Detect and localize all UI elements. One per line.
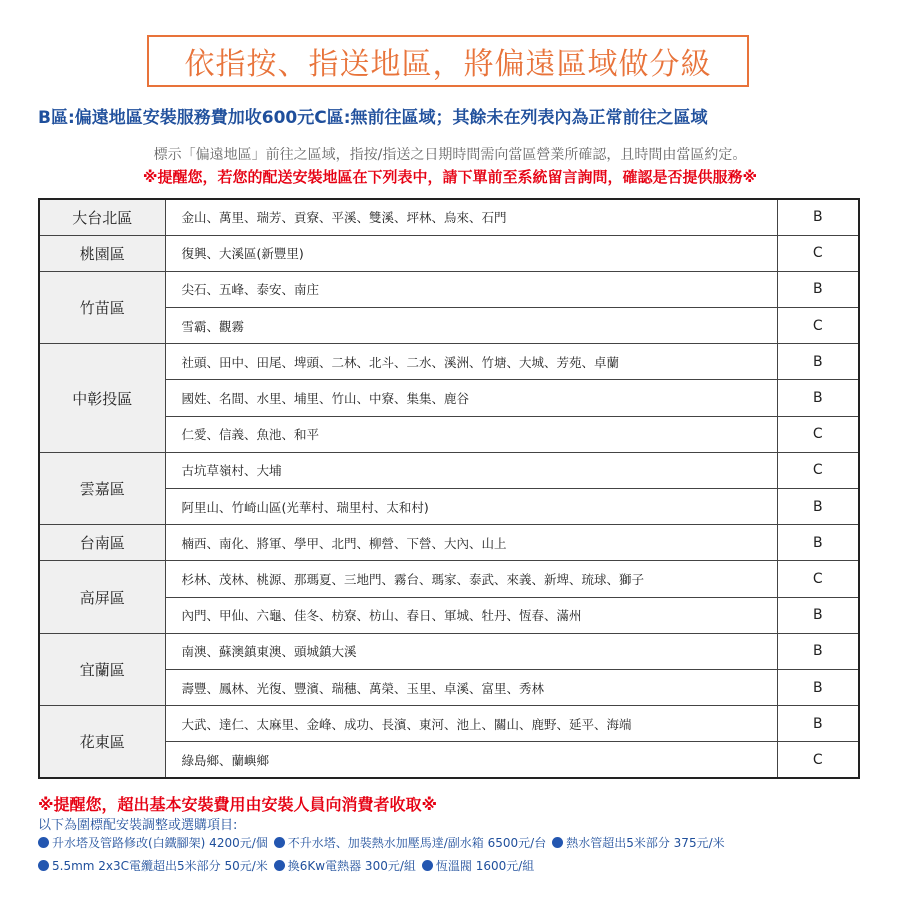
town-list: 國姓、名間、水里、埔里、竹山、中寮、集集、鹿谷 [165,380,777,416]
zone-grade: B [777,669,859,705]
zone-definition-notice: B區:偏遠地區安裝服務費加收600元C區:無前往區域；其餘未在列表內為正常前往之區域 [38,108,708,128]
optional-item [274,832,546,855]
zone-grade: C [777,452,859,488]
bullet-dot-icon [38,837,49,848]
optional-items-list [38,832,878,878]
optional-item-label: 升水塔及管路修改(白鐵腳架) 4200元/個 [52,836,268,850]
town-list: 尖石、五峰、泰安、南庄 [165,271,777,307]
zone-grade: B [777,525,859,561]
town-list: 仁愛、信義、魚池、和平 [165,416,777,452]
town-list: 阿里山、竹崎山區(光華村、瑞里村、太和村) [165,489,777,525]
optional-item-label: 熱水管超出5米部分 375元/米 [566,836,725,850]
optional-item-label: 不升水塔、加裝熱水加壓馬達/副水箱 6500元/台 [287,836,547,850]
town-list: 古坑草嶺村、大埔 [165,452,777,488]
table-row [39,271,859,307]
zone-grade: B [777,597,859,633]
region-name: 桃園區 [39,235,165,271]
town-list: 內門、甲仙、六龜、佳冬、枋寮、枋山、春日、軍城、牡丹、恆春、滿州 [165,597,777,633]
town-list: 復興、大溪區(新豐里) [165,235,777,271]
zone-grade: C [777,742,859,778]
zone-grade: B [777,199,859,235]
town-list: 南澳、蘇澳鎮東澳、頭城鎮大溪 [165,633,777,669]
optional-item [552,832,724,855]
town-list: 杉林、茂林、桃源、那瑪夏、三地門、霧台、瑪家、泰武、來義、新埤、琉球、獅子 [165,561,777,597]
zone-grade: C [777,416,859,452]
optional-item-label: 換6Kw電熱器 300元/組 [287,859,416,873]
region-name: 宜蘭區 [39,633,165,705]
zone-grade: B [777,633,859,669]
optional-item [422,855,534,878]
reminder-notice: ※提醒您，若您的配送安裝地區在下列表中，請下單前至系統留言詢問，確認是否提供服務※ [142,168,758,186]
optional-item [38,832,268,855]
table-row [39,235,859,271]
table-row [39,344,859,380]
remote-area-table [38,198,860,779]
town-list: 社頭、田中、田尾、埤頭、二林、北斗、二水、溪洲、竹塘、大城、芳苑、卓蘭 [165,344,777,380]
optional-items-heading: 以下為圍標配安裝調整或選購項目: [38,818,238,833]
town-list: 楠西、南化、將軍、學甲、北門、柳營、下營、大內、山上 [165,525,777,561]
town-list: 大武、達仁、太麻里、金峰、成功、長濱、東河、池上、關山、鹿野、延平、海端 [165,706,777,742]
bullet-dot-icon [274,837,285,848]
bullet-dot-icon [38,860,49,871]
optional-item [38,855,268,878]
zone-grade: B [777,380,859,416]
page-title: 依指按、指送地區，將偏遠區域做分級 [184,47,712,82]
optional-item-label: 恆溫閥 1600元/組 [435,859,535,873]
bullet-dot-icon [552,837,563,848]
extra-fee-notice: ※提醒您，超出基本安裝費用由安裝人員向消費者收取※ [38,795,438,814]
table-row [39,199,859,235]
table-row [39,633,859,669]
zone-grade: C [777,561,859,597]
zone-grade: B [777,344,859,380]
zone-grade: B [777,271,859,307]
town-list: 金山、萬里、瑞芳、貢寮、平溪、雙溪、坪林、烏來、石門 [165,199,777,235]
zone-grade: C [777,308,859,344]
zone-grade: C [777,235,859,271]
schedule-notice: 標示「偏遠地區」前往之區域，指按/指送之日期時間需向當區營業所確認，且時間由當區約定。 [153,147,747,163]
region-name: 竹苗區 [39,271,165,343]
region-name: 花東區 [39,706,165,778]
region-name: 雲嘉區 [39,452,165,524]
region-name: 台南區 [39,525,165,561]
table-row [39,561,859,597]
region-name: 高屏區 [39,561,165,633]
title-box [147,35,749,87]
region-name: 中彰投區 [39,344,165,453]
bullet-dot-icon [274,860,285,871]
zone-grade: B [777,706,859,742]
table-row [39,706,859,742]
bullet-dot-icon [422,860,433,871]
town-list: 壽豐、鳳林、光復、豐濱、瑞穗、萬榮、玉里、卓溪、富里、秀林 [165,669,777,705]
optional-item [274,855,416,878]
town-list: 雪霸、觀霧 [165,308,777,344]
table-row [39,452,859,488]
table-row [39,525,859,561]
town-list: 綠島鄉、蘭嶼鄉 [165,742,777,778]
optional-item-label: 5.5mm 2x3C電纜超出5米部分 50元/米 [52,859,268,873]
region-name: 大台北區 [39,199,165,235]
zone-grade: B [777,489,859,525]
